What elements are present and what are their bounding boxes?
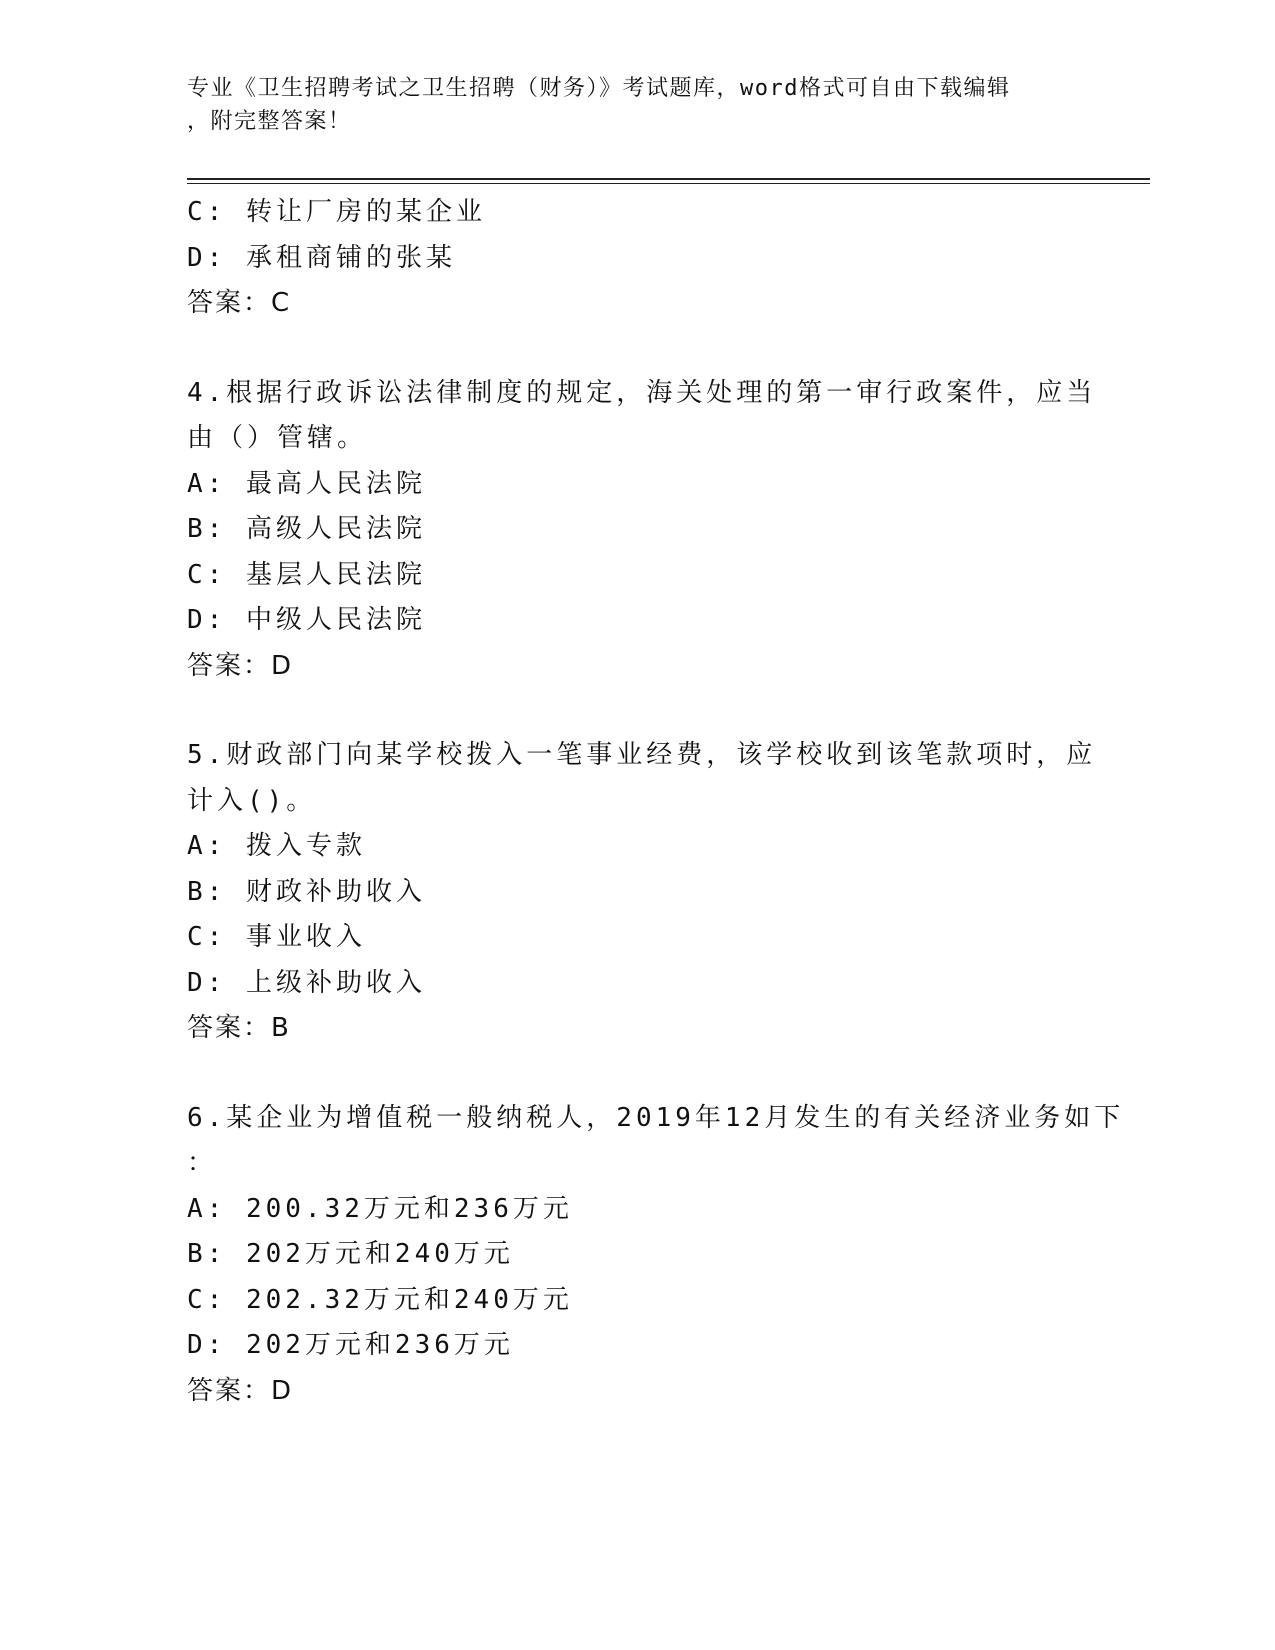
header-line-1: 专业《卫生招聘考试之卫生招聘（财务）》考试题库，word格式可自由下载编辑 bbox=[187, 76, 1011, 101]
answer: 答案：B bbox=[187, 1013, 291, 1043]
question-text-line-1: 6.某企业为增值税一般纳税人，2019年12月发生的有关经济业务如下 bbox=[187, 1102, 1125, 1133]
option-d: D: 承租商铺的张某 bbox=[187, 242, 456, 273]
option-b: B: 财政补助收入 bbox=[187, 876, 426, 907]
spacer bbox=[187, 1052, 1087, 1096]
option-d: D: 202万元和236万元 bbox=[187, 1330, 514, 1360]
question-text-line-1: 4.根据行政诉讼法律制度的规定，海关处理的第一审行政案件，应当 bbox=[187, 377, 1097, 408]
option-c: C: 202.32万元和240万元 bbox=[187, 1284, 573, 1315]
header-divider-thick bbox=[187, 178, 1150, 180]
option-b: B: 202万元和240万元 bbox=[187, 1239, 514, 1269]
option-c: C: 事业收入 bbox=[187, 922, 366, 952]
option-d: D: 上级补助收入 bbox=[187, 967, 426, 998]
header-line-2: ，附完整答案！ bbox=[187, 109, 352, 134]
option-a: A: 最高人民法院 bbox=[187, 468, 426, 499]
answer: 答案：D bbox=[187, 650, 294, 681]
spacer bbox=[187, 327, 1087, 371]
spacer bbox=[187, 689, 1087, 733]
option-a: A: 拨入专款 bbox=[187, 831, 366, 861]
question-5 bbox=[187, 733, 1097, 1052]
question-text-line-2: 由（）管辖。 bbox=[187, 423, 368, 453]
option-a: A: 200.32万元和236万元 bbox=[187, 1193, 573, 1224]
header-divider-thin bbox=[187, 183, 1150, 184]
option-b: B: 高级人民法院 bbox=[187, 514, 426, 544]
option-d: D: 中级人民法院 bbox=[187, 605, 426, 635]
question-text-line-1: 5.财政部门向某学校拨入一笔事业经费，该学校收到该笔款项时，应 bbox=[187, 740, 1097, 770]
question-6 bbox=[187, 1096, 1125, 1415]
question-4 bbox=[187, 371, 1097, 690]
question-3 bbox=[187, 190, 1087, 327]
document-header bbox=[187, 72, 1067, 138]
answer: 答案：D bbox=[187, 1375, 294, 1406]
answer: 答案：C bbox=[187, 288, 292, 318]
option-c: C: 基层人民法院 bbox=[187, 559, 426, 590]
question-text-line-2: 计入()。 bbox=[187, 785, 317, 816]
question-text-line-2: ： bbox=[187, 1148, 218, 1178]
option-c: C: 转让厂房的某企业 bbox=[187, 197, 486, 227]
question-list bbox=[187, 190, 1125, 1414]
